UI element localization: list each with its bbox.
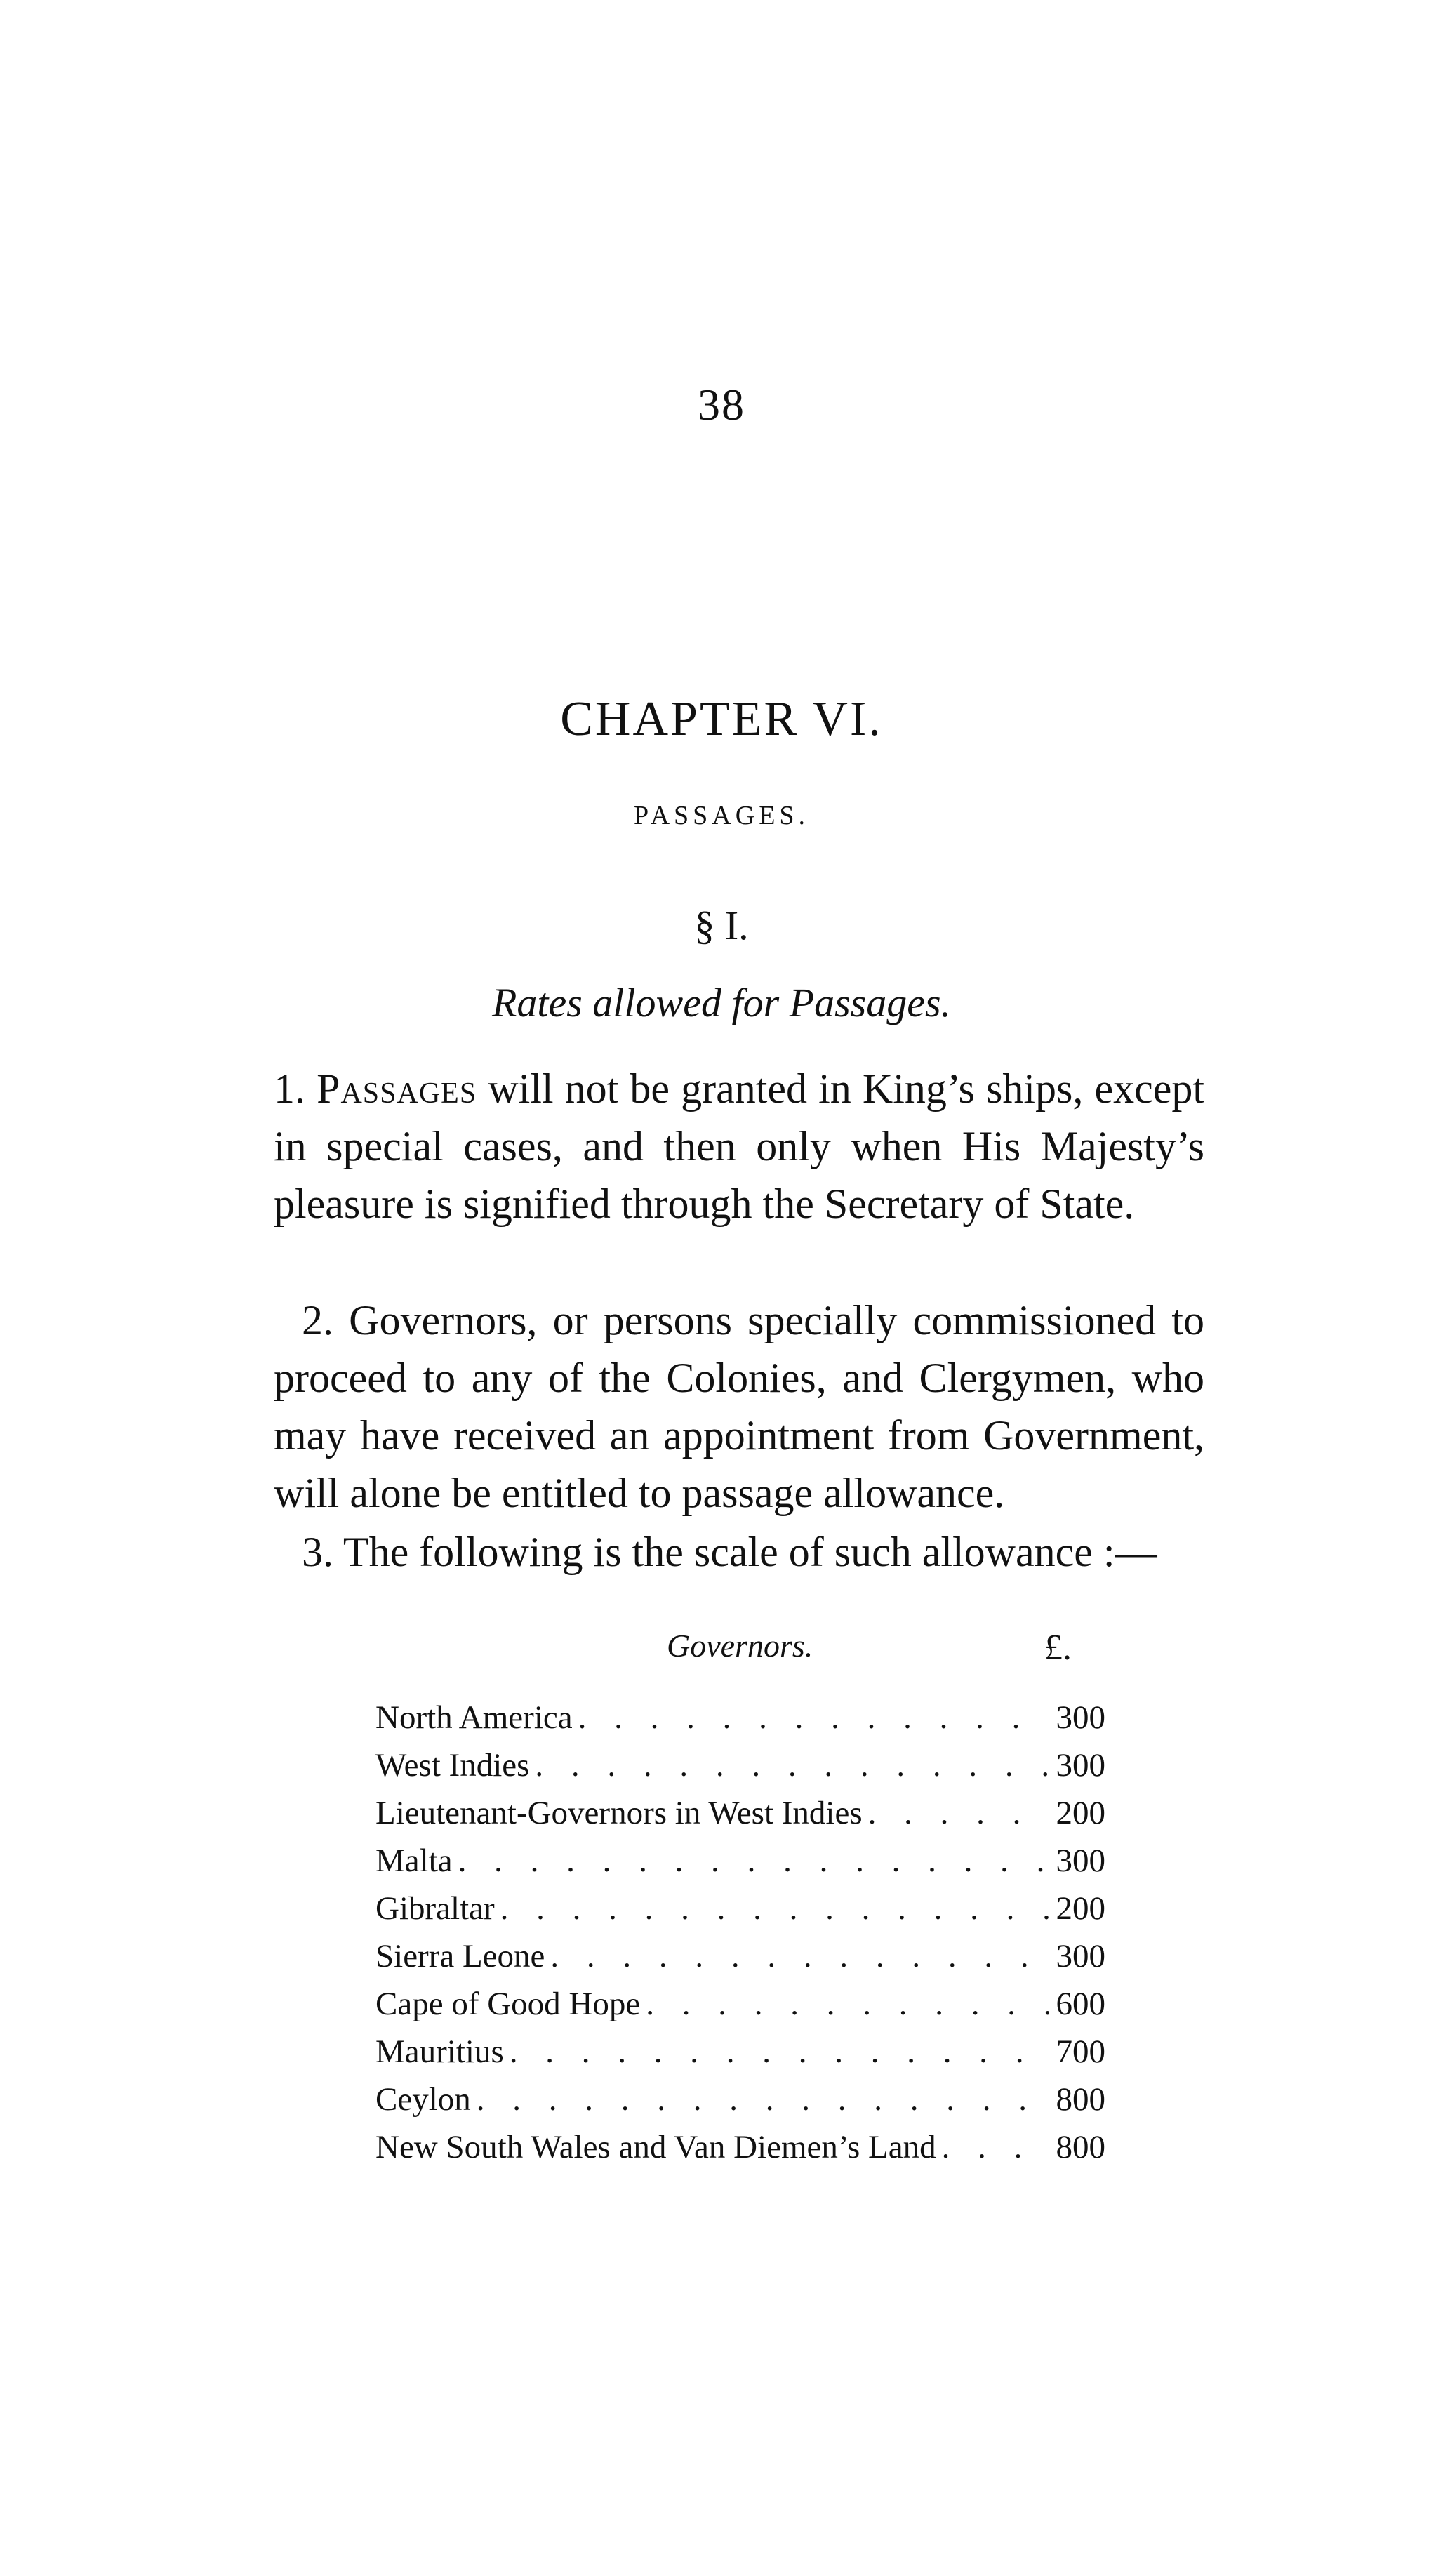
table-row: [375, 1985, 1105, 2033]
paragraph-text: Governors, or persons specially commissioned to proceed to any of the Colonies, and Clergymen, who may have received an appointment from Government, will alone be entitled to passage allowance.: [274, 1297, 1204, 1516]
row-amount: 800: [1056, 2081, 1105, 2118]
row-name: Lieutenant-Governors in West Indies: [375, 1795, 863, 1831]
allowance-table: [375, 1699, 1105, 2176]
row-amount: 200: [1056, 1890, 1105, 1927]
row-amount: 300: [1056, 1699, 1105, 1736]
dot-leader: [471, 2080, 1049, 2118]
dot-leader: [936, 2128, 1049, 2166]
row-name: Mauritius: [375, 2033, 504, 2070]
paragraph-text: The following is the scale of such allowance :—: [333, 1529, 1157, 1575]
section-mark: § I.: [694, 903, 749, 948]
paragraph-number: 2.: [302, 1297, 333, 1343]
row-amount: 200: [1056, 1795, 1105, 1831]
row-amount: 300: [1056, 1843, 1105, 1879]
row-name: New South Wales and Van Diemen’s Land: [375, 2129, 936, 2165]
table-header-currency: £.: [1044, 1628, 1072, 1668]
row-name: West Indies: [375, 1747, 530, 1784]
paragraph-1: [274, 1060, 1204, 1233]
dot-leader: [453, 1842, 1049, 1880]
paragraph-number: 1.: [274, 1065, 305, 1112]
table-row: [375, 2080, 1105, 2128]
paragraph-lead: Passages: [317, 1065, 477, 1112]
table-row: [375, 2128, 1105, 2176]
paragraph-text: will not be granted in King’s ships, except in special cases, and then only when His Majesty’s pleasure is signified through the Secretary of State.: [274, 1065, 1205, 1227]
row-name: Sierra Leone: [375, 1938, 545, 1974]
row-name: Malta: [375, 1843, 453, 1879]
dot-leader: [529, 1746, 1049, 1784]
table-header-governors: Governors.: [667, 1628, 813, 1664]
dot-leader: [495, 1890, 1049, 1927]
table-row: [375, 1937, 1105, 1985]
table-row: [375, 1890, 1105, 1937]
dot-leader: [640, 1985, 1049, 2023]
chapter-title: CHAPTER VI.: [560, 692, 883, 746]
table-row: [375, 1699, 1105, 1746]
table-row: [375, 1842, 1105, 1890]
row-amount: 700: [1056, 2033, 1105, 2070]
dot-leader: [504, 2033, 1049, 2071]
row-amount: 300: [1056, 1747, 1105, 1784]
dot-leader: [573, 1699, 1049, 1737]
table-row: [375, 1794, 1105, 1842]
page-number: 38: [698, 380, 745, 430]
dot-leader: [863, 1794, 1049, 1832]
row-amount: 800: [1056, 2129, 1105, 2165]
row-name: North America: [375, 1699, 573, 1736]
dot-leader: [545, 1937, 1049, 1975]
section-label: PASSAGES.: [633, 801, 810, 830]
table-header: [0, 1627, 1443, 1669]
row-name: Cape of Good Hope: [375, 1986, 641, 2022]
row-name: Ceylon: [375, 2081, 471, 2118]
paragraph-2: [274, 1292, 1204, 1522]
paragraph-3: [274, 1523, 1204, 1581]
row-name: Gibraltar: [375, 1890, 495, 1927]
table-row: [375, 2033, 1105, 2080]
table-row: [375, 1746, 1105, 1794]
row-amount: 600: [1056, 1986, 1105, 2022]
paragraph-number: 3.: [302, 1529, 333, 1575]
row-amount: 300: [1056, 1938, 1105, 1974]
section-heading: Rates allowed for Passages.: [491, 980, 952, 1025]
